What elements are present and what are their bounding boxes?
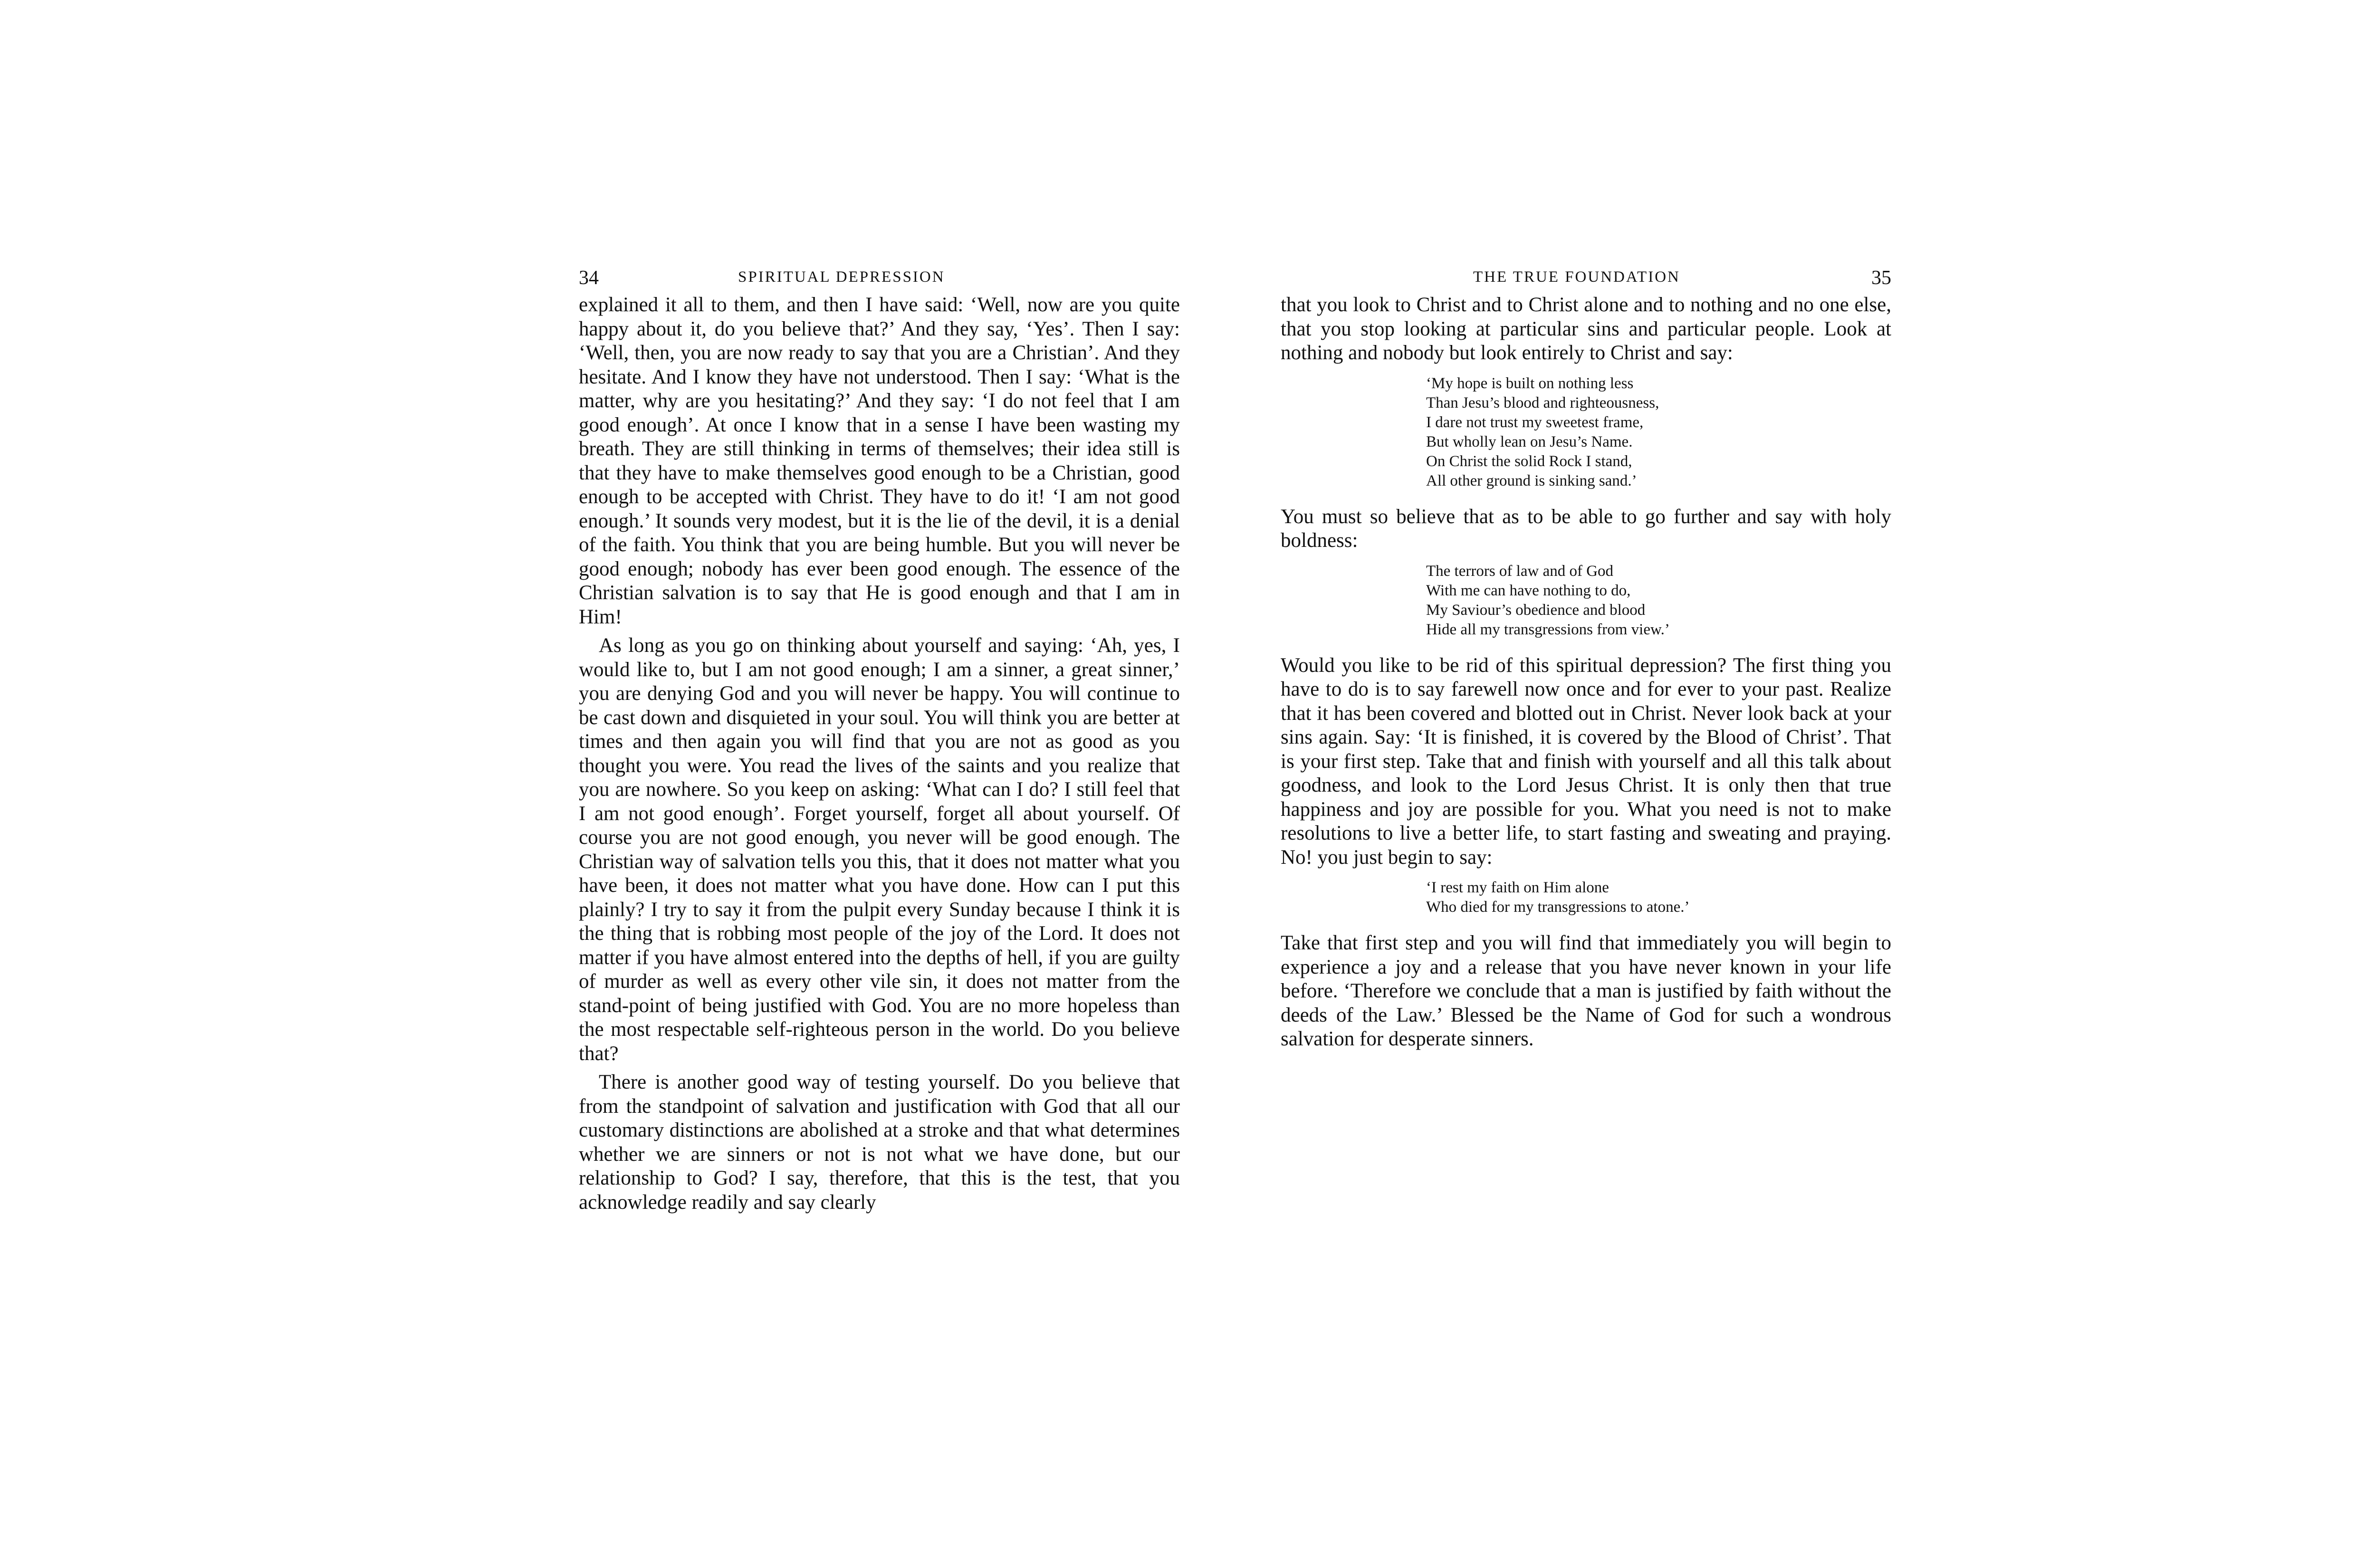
- left-paragraph: As long as you go on thinking about yourself and saying: ‘Ah, yes, I would like to, but I am not good enough; I am a sinner, a great sinner,’ you are denying God and you will never be happy. You will continue to be cast down and disquieted in your soul. You will think you are better at times and then again you will find that you are not as good as you thought you were. You read the lives of the saints and you realize that you are nowhere. So you keep on asking: ‘What can I do? I still feel that I am not good enough’. Forget yourself, forget all about yourself. Of course you are not good enough, you never will be good enough. The Christian way of salvation tells you this, that it does not matter what you have been, it does not matter what you have done. How can I put this plainly? I try to say it from the pulpit every Sunday because I think it is the thing that is robbing most people of the joy of the Lord. It does not matter if you have almost entered into the depths of hell, if you are guilty of murder as well as every other vile sin, it does not matter from the stand-point of being justified with God. You are no more hopeless than the most respectable self-righteous person in the world. Do you believe that?: [579, 634, 1180, 1065]
- hymn-verse-3: [1426, 878, 1891, 917]
- hymn-verse-2: [1426, 562, 1891, 640]
- verse-line: Than Jesu’s blood and righteousness,: [1426, 394, 1659, 411]
- verse-line: My Saviour’s obedience and blood: [1426, 601, 1646, 619]
- verse-line: ‘I rest my faith on Him alone: [1426, 879, 1609, 896]
- verse-line: On Christ the solid Rock I stand,: [1426, 452, 1632, 470]
- left-running-head: [579, 264, 1180, 293]
- left-page-number: 34: [579, 267, 599, 289]
- right-body-text: [1281, 293, 1891, 1052]
- right-running-head-title: THE TRUE FOUNDATION: [1473, 268, 1680, 286]
- verse-line: Hide all my transgressions from view.’: [1426, 621, 1670, 638]
- right-paragraph: Take that first step and you will find that immediately you will begin to experience a joy and a release that you have never known in your life before. ‘Therefore we conclude that a man is justified by faith without the deeds of the Law.’ Blessed be the Name of God for such a wondrous salvation for desperate sinners.: [1281, 932, 1891, 1050]
- left-running-head-title: SPIRITUAL DEPRESSION: [738, 268, 945, 286]
- left-page: [579, 264, 1180, 1214]
- right-page: [1281, 264, 1891, 1052]
- right-page-number: 35: [1871, 267, 1891, 289]
- verse-line: The terrors of law and of God: [1426, 562, 1614, 580]
- right-paragraph: that you look to Christ and to Christ alone and to nothing and no one else, that you stop looking at particular sins and particular people. Look at nothing and nobody but look entirely to Christ and say:: [1281, 294, 1891, 364]
- left-body-text: [579, 293, 1180, 1214]
- right-paragraph: Would you like to be rid of this spiritual depression? The first thing you have to do is to say farewell now once and for ever to your past. Realize that it has been covered and blotted out in Christ. Never look back at your sins again. Say: ‘It is finished, it is covered by the Blood of Christ’. That is your first step. Take that and finish with yourself and all this talk about goodness, and look to the Lord Jesus Christ. It is only then that true happiness and joy are possible for you. What you need is not to make resolutions to live a better life, to start fasting and sweating and praying. No! you just begin to say:: [1281, 654, 1891, 869]
- verse-line: ‘My hope is built on nothing less: [1426, 374, 1634, 392]
- left-paragraph: explained it all to them, and then I have said: ‘Well, now are you quite happy about it, do you believe that?’ And they say, ‘Yes’. Then I say: ‘Well, then, you are now ready to say that you are a Christian’. And they hesitate. And I know they have not understood. Then I say: ‘What is the matter, why are you hesitating?’ And they say: ‘I do not feel that I am good enough’. At once I know that in a sense I have been wasting my breath. They are still thinking in terms of themselves; their idea still is that they have to make themselves good enough to be a Christian, good enough to be accepted with Christ. They have to do it! ‘I am not good enough.’ It sounds very modest, but it is the lie of the devil, it is a denial of the faith. You think that you are being humble. But you will never be good enough; nobody has ever been good enough. The essence of the Christian salvation is to say that He is good enough and that I am in Him!: [579, 294, 1180, 628]
- verse-line: With me can have nothing to do,: [1426, 582, 1631, 599]
- right-running-head: [1281, 264, 1891, 293]
- left-paragraph: There is another good way of testing yourself. Do you believe that from the standpoint of salvation and justification with God that all our customary distinctions are abolished at a stroke and that what determines whether we are sinners or not is not what we have done, but our relationship to God? I say, therefore, that this is the test, that you acknowledge readily and say clearly: [579, 1071, 1180, 1214]
- verse-line: All other ground is sinking sand.’: [1426, 472, 1637, 489]
- verse-line: I dare not trust my sweetest frame,: [1426, 413, 1644, 431]
- right-paragraph: You must so believe that as to be able to go further and say with holy boldness:: [1281, 505, 1891, 552]
- hymn-verse-1: [1426, 374, 1891, 491]
- verse-line: But wholly lean on Jesu’s Name.: [1426, 433, 1633, 450]
- verse-line: Who died for my transgressions to atone.’: [1426, 899, 1690, 916]
